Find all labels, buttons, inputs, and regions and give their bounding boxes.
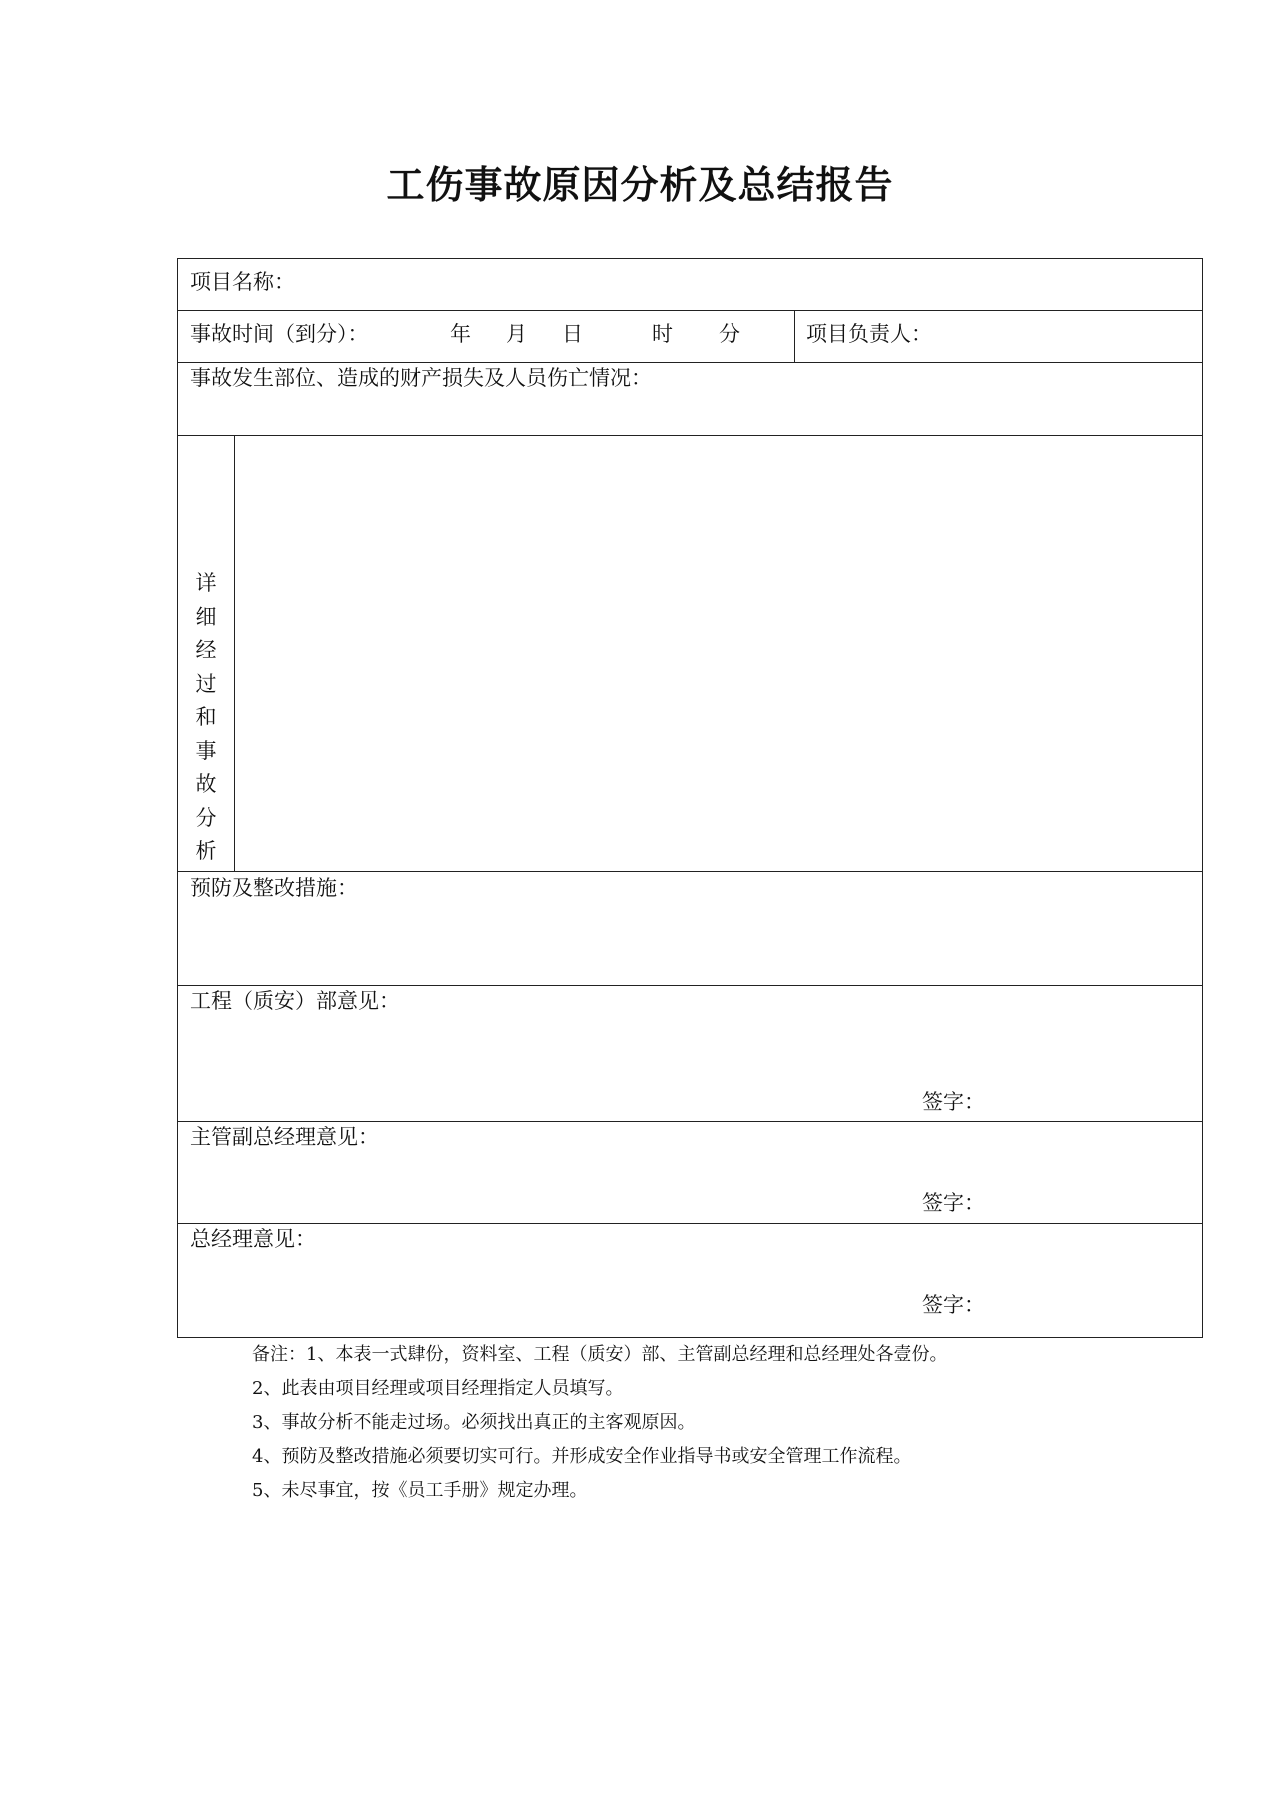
time-unit-hour: 时 [652,322,673,346]
row-divider [178,435,1202,436]
note-line: 5、未尽事宜，按《员工手册》规定办理。 [252,1480,588,1501]
project-manager-label: 项目负责人： [806,322,932,346]
column-divider [794,310,795,362]
notes-section [252,1338,947,1508]
note-line: 3、事故分析不能走过场。必须找出真正的主客观原因。 [252,1412,696,1433]
loss-situation-label: 事故发生部位、造成的财产损失及人员伤亡情况： [190,366,652,390]
accident-time-label: 事故时间（到分）： [190,322,369,346]
signature-label: 签字： [922,1293,985,1317]
time-unit-day: 日 [562,322,583,346]
column-divider [234,435,235,871]
detail-label-char: 和 [195,705,217,729]
row-divider [178,310,1202,311]
detail-label-char: 故 [195,772,217,796]
detail-analysis-label [178,567,234,869]
accident-report-form [177,258,1203,1338]
detail-label-char: 析 [195,839,217,863]
note-line: 4、预防及整改措施必须要切实可行。并形成安全作业指导书或安全管理工作流程。 [252,1446,912,1467]
detail-label-char: 事 [195,738,217,763]
detail-label-char: 经 [195,638,217,662]
page-title: 工伤事故原因分析及总结报告 [386,162,894,207]
prevention-measures-label: 预防及整改措施： [190,876,358,900]
time-unit-month: 月 [506,322,527,346]
project-name-label: 项目名称： [190,270,295,294]
detail-label-char: 过 [195,671,217,696]
gm-opinion-label: 总经理意见： [190,1227,316,1251]
signature-label: 签字： [922,1191,985,1215]
detail-label-char: 分 [195,805,217,830]
row-divider [178,871,1202,872]
time-unit-minute: 分 [719,322,740,346]
row-divider [178,1223,1202,1224]
deputy-gm-opinion-label: 主管副总经理意见： [190,1125,379,1149]
detail-label-char: 细 [195,604,217,629]
detail-label-char: 详 [195,571,217,595]
signature-label: 签字： [922,1090,985,1114]
engineering-opinion-label: 工程（质安）部意见： [190,989,400,1013]
note-line: 备注：1、本表一式肆份，资料室、工程（质安）部、主管副总经理和总经理处各壹份。 [252,1344,948,1365]
time-unit-year: 年 [450,322,471,346]
note-line: 2、此表由项目经理或项目经理指定人员填写。 [252,1378,624,1399]
